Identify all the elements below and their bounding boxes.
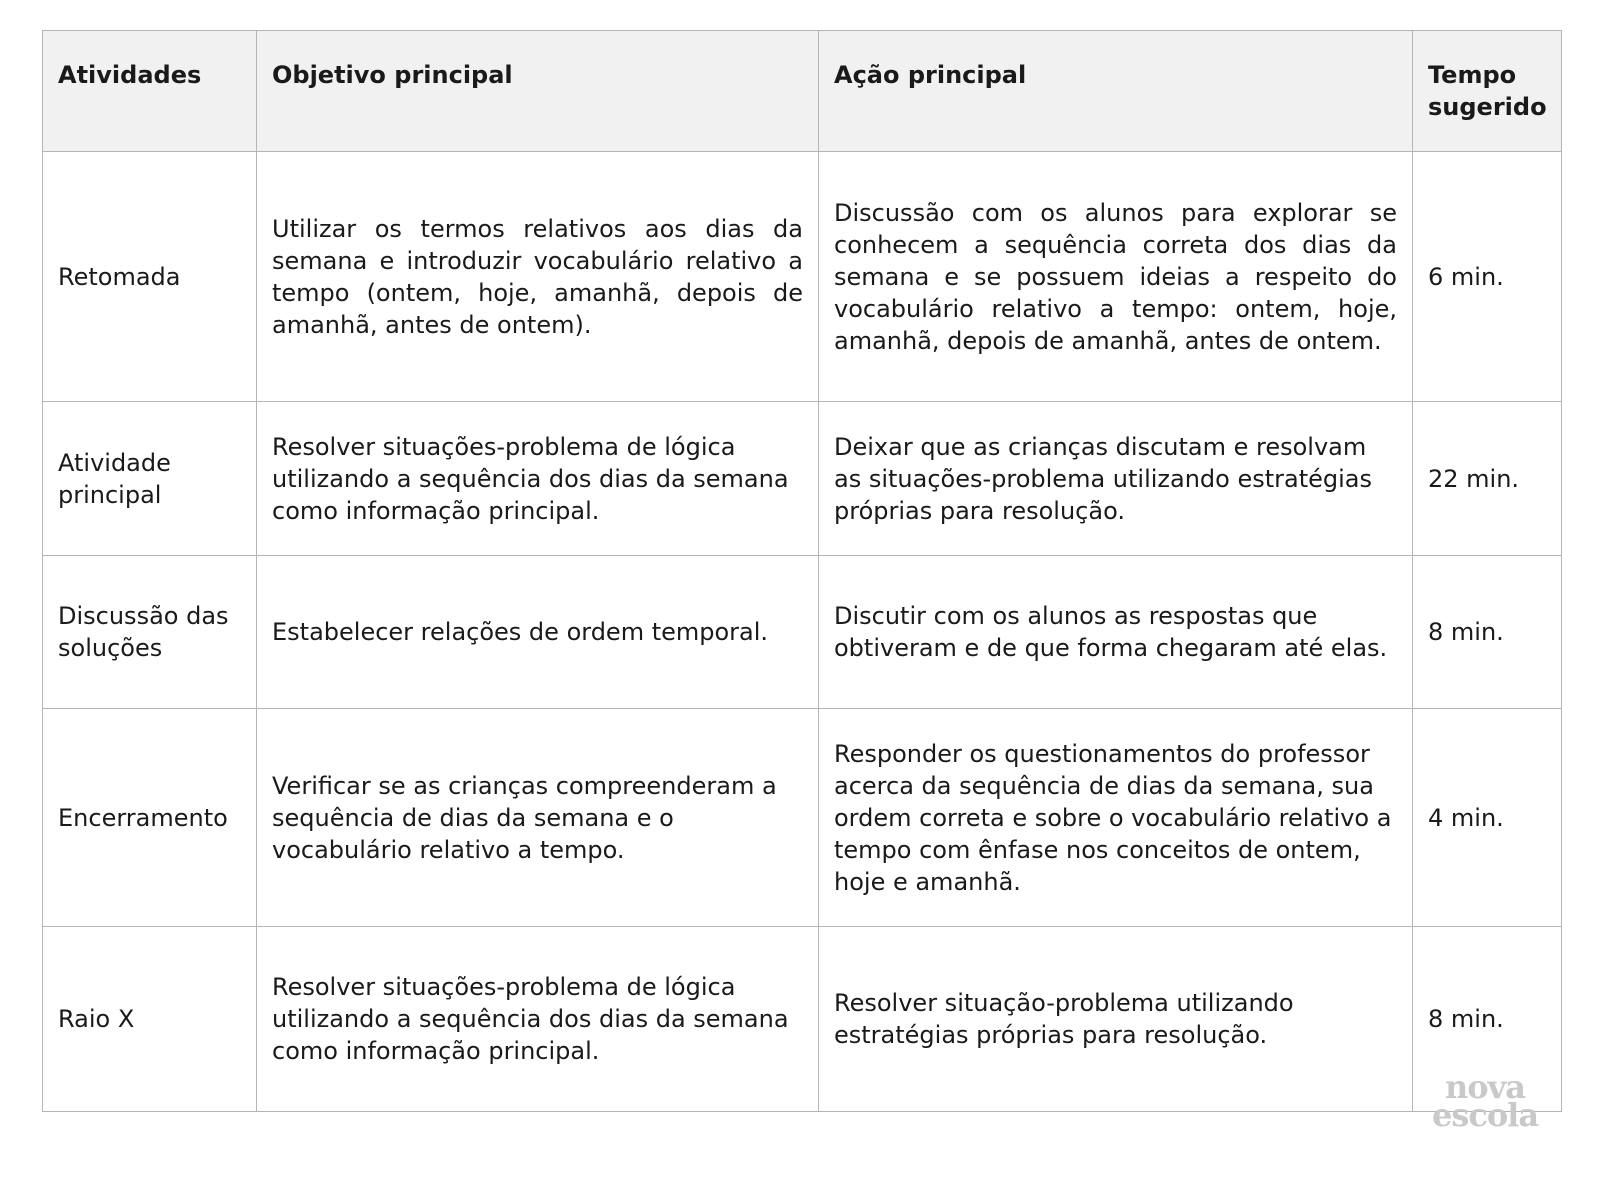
cell-atividade: Encerramento (43, 709, 257, 927)
cell-objetivo: Resolver situações-problema de lógica utilizando a sequência dos dias da semana como informação principal. (257, 927, 819, 1112)
cell-atividade: Discussão das soluções (43, 556, 257, 709)
cell-tempo: 22 min. (1413, 402, 1562, 556)
watermark-line-nova: nova (1445, 1068, 1525, 1106)
cell-tempo: 8 min. (1413, 556, 1562, 709)
cell-objetivo: Verificar se as crianças compreenderam a sequência de dias da semana e o vocabulário relativo a tempo. (257, 709, 819, 927)
nova-escola-watermark-logo (1427, 1068, 1543, 1134)
lesson-plan-table (42, 30, 1562, 1112)
cell-acao: Discutir com os alunos as respostas que obtiveram e de que forma chegaram até elas. (819, 556, 1413, 709)
table-row (43, 152, 1562, 402)
cell-atividade: Raio X (43, 927, 257, 1112)
table-row (43, 927, 1562, 1112)
cell-objetivo: Estabelecer relações de ordem temporal. (257, 556, 819, 709)
header-objetivo-principal: Objetivo principal (257, 31, 819, 152)
cell-tempo: 4 min. (1413, 709, 1562, 927)
cell-acao: Discussão com os alunos para explorar se conhecem a sequência correta dos dias da semana e se possuem ideias a respeito do vocabulário relativo a tempo: ontem, hoje, amanhã, depois de amanhã, antes de ontem. (819, 152, 1413, 402)
cell-acao: Responder os questionamentos do professor acerca da sequência de dias da semana, sua ordem correta e sobre o vocabulário relativo a tempo com ênfase nos conceitos de ontem, hoje e amanhã. (819, 709, 1413, 927)
cell-acao: Resolver situação-problema utilizando estratégias próprias para resolução. (819, 927, 1413, 1112)
cell-acao: Deixar que as crianças discutam e resolvam as situações-problema utilizando estratégias próprias para resolução. (819, 402, 1413, 556)
cell-tempo: 8 min. (1413, 927, 1562, 1112)
header-acao-principal: Ação principal (819, 31, 1413, 152)
cell-tempo: 6 min. (1413, 152, 1562, 402)
watermark-line-escola: escola (1431, 1096, 1539, 1134)
cell-objetivo: Resolver situações-problema de lógica utilizando a sequência dos dias da semana como informação principal. (257, 402, 819, 556)
table-row (43, 402, 1562, 556)
header-atividades: Atividades (43, 31, 257, 152)
cell-atividade: Retomada (43, 152, 257, 402)
table-header-row (43, 31, 1562, 152)
cell-atividade: Atividade principal (43, 402, 257, 556)
table-row (43, 556, 1562, 709)
cell-objetivo: Utilizar os termos relativos aos dias da semana e introduzir vocabulário relativo a tempo (ontem, hoje, amanhã, depois de amanhã, antes de ontem). (257, 152, 819, 402)
lesson-plan-table-wrapper (42, 30, 1561, 1112)
header-tempo-sugerido: Tempo sugerido (1413, 31, 1562, 152)
table-row (43, 709, 1562, 927)
